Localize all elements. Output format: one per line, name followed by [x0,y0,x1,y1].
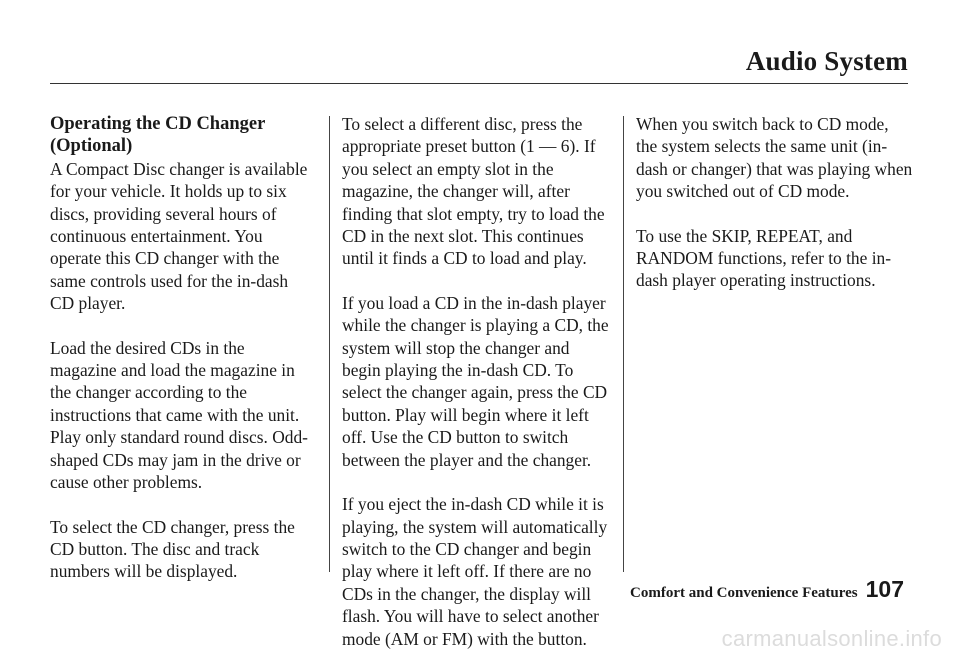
column1-paragraph-1: A Compact Disc changer is available for your vehicle. It holds up to six discs, providing several hours of continuous entertainment. You operate this CD changer with the same controls used for the in-dash CD player. [50,158,308,314]
watermark: carmanualsonline.info [721,626,942,651]
column3-paragraph-2: To use the SKIP, REPEAT, and RANDOM functions, refer to the in-dash player operating instructions. [636,225,892,291]
header-rule [50,83,908,84]
column-3 [636,113,914,314]
column-1 [50,113,312,605]
section-heading-line2: (Optional) [50,136,133,157]
column3-paragraph-1: When you switch back to CD mode, the system selects the same unit (in-dash or changer) that was playing when you switched out of CD mode. [636,114,913,202]
page-number: 107 [865,576,904,602]
column2-paragraph-1: To select a different disc, press the appropriate preset button (1 — 6). If you select an empty slot in the magazine, the changer will, after finding that slot empty, try to load the CD in the next slot. This continues until it finds a CD to load and play. [342,114,605,269]
column-divider-2 [623,116,624,572]
column1-paragraph-3: To select the CD changer, press the CD button. The disc and track numbers will be displayed. [50,516,295,582]
page-footer [630,576,904,603]
footer-section-name: Comfort and Convenience Features [630,585,858,601]
column1-paragraph-2: Load the desired CDs in the magazine and load the magazine in the changer according to the instructions that came with the unit. Play only standard round discs. Odd-shaped CDs may jam in the drive or cause other problems. [50,337,308,493]
section-heading-line1: Operating the CD Changer [50,114,266,134]
column2-paragraph-2: If you load a CD in the in-dash player while the changer is playing a CD, the system will stop the changer and begin playing the in-dash CD. To select the changer again, press the CD button. Play will begin where it left off. Use the CD button to switch between the player and the changer. [342,292,609,470]
column-2 [342,113,612,672]
column-divider-1 [329,116,330,572]
page-header-title: Audio System [745,46,908,76]
section-heading [50,113,312,158]
column2-paragraph-3: If you eject the in-dash CD while it is playing, the system will automatically switch to the CD changer and begin play where it left off. If there are no CDs in the changer, the display will flash. You will have to select another mode (AM or FM) with the button. [342,494,608,649]
